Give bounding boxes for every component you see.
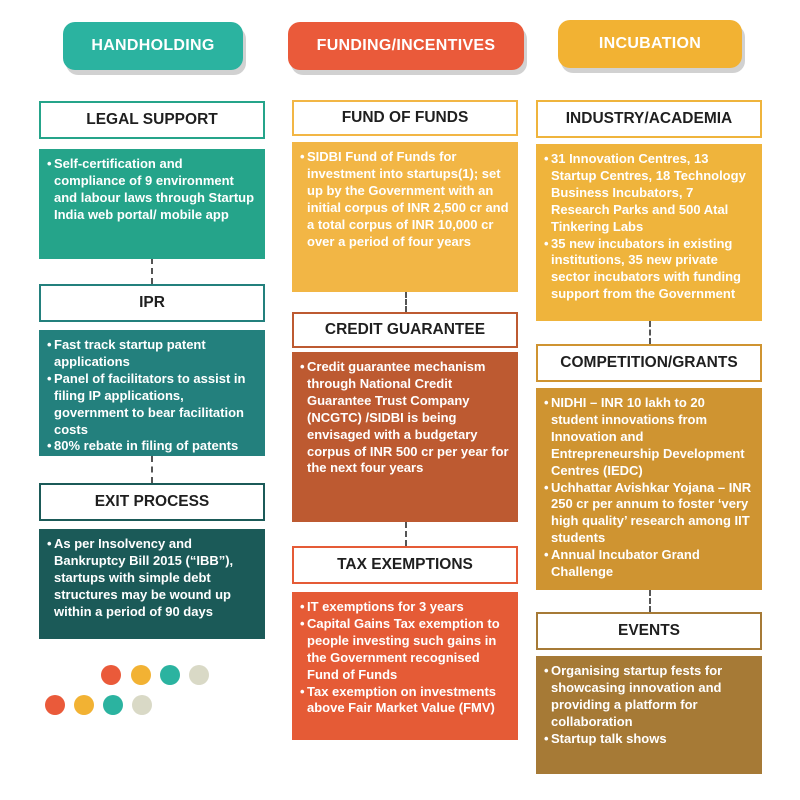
incubation-title: INCUBATION <box>598 35 702 52</box>
fund-of-funds-panel <box>292 142 518 292</box>
connector-line <box>151 258 153 284</box>
connector-line <box>649 321 651 344</box>
credit-guarantee-title: CREDIT GUARANTEE <box>324 321 486 338</box>
connector-line <box>405 522 407 546</box>
ipr-bullet: • Fast track startup patent applications <box>47 337 257 371</box>
events-bullet: • Startup talk shows <box>544 731 754 748</box>
connector-line <box>151 456 153 483</box>
decorative-dot <box>132 695 152 715</box>
decorative-dot <box>74 695 94 715</box>
connector-line <box>649 590 651 612</box>
fund-of-funds-heading <box>292 100 518 136</box>
industry-academia-heading <box>536 100 762 138</box>
legal-support-heading <box>39 101 265 139</box>
tax-exemptions-panel <box>292 592 518 740</box>
events-heading <box>536 612 762 650</box>
decorative-dot <box>160 665 180 685</box>
credit-guarantee-panel <box>292 352 518 522</box>
tax-exemptions-bullet: • Capital Gains Tax exemption to people investing such gains in the Government recognised Fund of Funds <box>300 616 510 684</box>
exit-process-heading <box>39 483 265 521</box>
exit-process-bullet: • As per Insolvency and Bankruptcy Bill 2015 (“IBB”), startups with simple debt structures may be wound up within a period of 90 days <box>47 536 257 621</box>
legal-support-bullet: • Self-certification and compliance of 9 environment and labour laws through Startup India web portal/ mobile app <box>47 156 257 224</box>
ipr-title: IPR <box>139 294 165 311</box>
decorative-dot <box>101 665 121 685</box>
industry-academia-bullet: • 35 new incubators in existing institutions, 35 new private sector incubators with funding support from the Government <box>544 236 754 304</box>
events-bullet: • Organising startup fests for showcasing innovation and providing a platform for collaboration <box>544 663 754 731</box>
decorative-dot <box>189 665 209 685</box>
competition-grants-heading <box>536 344 762 382</box>
events-panel <box>536 656 762 774</box>
handholding-title: HANDHOLDING <box>91 37 215 54</box>
incubation-column-header <box>558 20 742 68</box>
credit-guarantee-heading <box>292 312 518 348</box>
industry-academia-panel <box>536 144 762 321</box>
events-title: EVENTS <box>617 622 680 639</box>
exit-process-panel <box>39 529 265 639</box>
competition-grants-bullet: • Uchhattar Avishkar Yojana – INR 250 cr per annum to foster ‘very high quality’ research among IIT students <box>544 480 754 548</box>
decorative-dot <box>103 695 123 715</box>
fund-of-funds-bullet: • SIDBI Fund of Funds for investment into startups(1); set up by the Government with an initial corpus of INR 2,500 cr and a total corpus of INR 10,000 cr over a period of four years <box>300 149 510 250</box>
legal-support-title: LEGAL SUPPORT <box>86 111 218 128</box>
legal-support-panel <box>39 149 265 259</box>
funding-column-header <box>288 22 524 70</box>
exit-process-title: EXIT PROCESS <box>94 493 210 510</box>
handholding-column-header <box>63 22 243 70</box>
tax-exemptions-heading <box>292 546 518 584</box>
ipr-bullet: • Panel of facilitators to assist in filing IP applications, government to bear facilitation costs <box>47 371 257 439</box>
ipr-heading <box>39 284 265 322</box>
funding-title: FUNDING/INCENTIVES <box>316 37 496 54</box>
competition-grants-bullet: • Annual Incubator Grand Challenge <box>544 547 754 581</box>
connector-line <box>405 292 407 312</box>
tax-exemptions-title: TAX EXEMPTIONS <box>337 556 473 573</box>
tax-exemptions-bullet: • IT exemptions for 3 years <box>300 599 510 616</box>
industry-academia-title: INDUSTRY/ACADEMIA <box>565 110 733 127</box>
ipr-panel <box>39 330 265 456</box>
fund-of-funds-title: FUND OF FUNDS <box>341 109 469 126</box>
credit-guarantee-bullet: • Credit guarantee mechanism through National Credit Guarantee Trust Company (NCGTC) /SIDBI is being envisaged with a budgetary corpus of INR 500 cr per year for the next four years <box>300 359 510 477</box>
tax-exemptions-bullet: • Tax exemption on investments above Fair Market Value (FMV) <box>300 684 510 718</box>
competition-grants-title: COMPETITION/GRANTS <box>560 354 738 371</box>
decorative-dot <box>131 665 151 685</box>
competition-grants-bullet: • NIDHI – INR 10 lakh to 20 student innovations from Innovation and Entrepreneurship Development Centres (IEDC) <box>544 395 754 480</box>
decorative-dot <box>45 695 65 715</box>
competition-grants-panel <box>536 388 762 590</box>
ipr-bullet: • 80% rebate in filing of patents <box>47 438 257 455</box>
industry-academia-bullet: • 31 Innovation Centres, 13 Startup Centres, 18 Technology Business Incubators, 7 Research Parks and 500 Atal Tinkering Labs <box>544 151 754 236</box>
